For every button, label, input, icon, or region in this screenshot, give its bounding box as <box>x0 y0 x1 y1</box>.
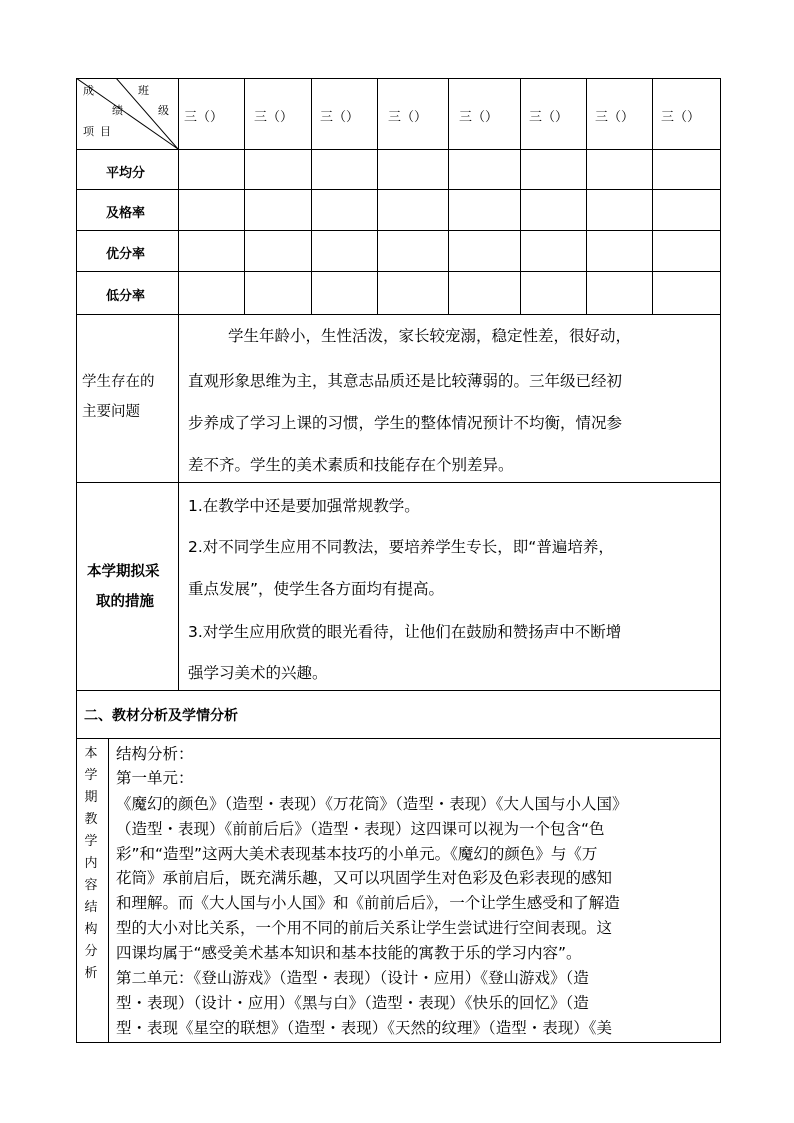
class-header: 三（） <box>320 110 360 125</box>
row-divider <box>76 189 721 190</box>
table-right-border <box>720 78 721 1043</box>
content-line: 第二单元：《登山游戏》（造型・表现）（设计・应用）《登山游戏》（造 <box>116 969 589 987</box>
row-divider <box>76 738 721 739</box>
vertical-label-divider <box>108 738 109 1043</box>
content-line: 《魔幻的颜色》（造型・表现）《万花筒》（造型・表现）《大人国与小人国》 <box>116 795 628 813</box>
measures-label-line2: 取的措施 <box>96 594 154 610</box>
class-column-divider <box>244 78 245 314</box>
problems-text-line: 步养成了学习上课的习惯，学生的整体情况预计不均衡，情况参 <box>188 414 623 432</box>
vertical-label-char: 内 <box>84 856 98 871</box>
row-divider <box>76 690 721 691</box>
measures-text-line: 3.对学生应用欣赏的眼光看待，让他们在鼓励和赞扬声中不断增 <box>188 623 622 641</box>
corner-label-cheng: 成 <box>83 84 94 97</box>
vertical-label-char: 结 <box>84 900 98 915</box>
measures-text-line: 强学习美术的兴趣。 <box>188 664 328 682</box>
vertical-label-char: 学 <box>84 834 98 849</box>
vertical-label-char: 教 <box>84 812 98 827</box>
corner-label-mu: 目 <box>100 125 111 138</box>
corner-label-ji2: 级 <box>158 104 169 117</box>
content-line: 型・表现）（设计・应用）《黑与白》（造型・表现）《快乐的回忆》（造 <box>116 994 589 1012</box>
problems-text-line: 直观形象思维为主，其意志品质还是比较薄弱的。三年级已经初 <box>188 372 623 390</box>
row-divider <box>76 271 721 272</box>
measures-text-line: 2.对不同学生应用不同教法，要培养学生专长，即“普遍培养， <box>188 538 614 556</box>
vertical-label-char: 分 <box>84 944 98 959</box>
class-header: 三（） <box>459 110 499 125</box>
class-header: 三（） <box>184 110 224 125</box>
class-header: 三（） <box>254 110 294 125</box>
class-header: 三（） <box>529 110 569 125</box>
class-column-divider <box>520 78 521 314</box>
content-line: 结构分析： <box>116 745 194 763</box>
row-divider <box>76 314 721 315</box>
row-divider <box>76 230 721 231</box>
measures-label-line1: 本学期拟采 <box>87 564 160 580</box>
vertical-label-char: 期 <box>84 790 98 805</box>
vertical-label-char: 构 <box>84 922 98 937</box>
table-left-border <box>76 78 77 1043</box>
corner-label-xiang: 项 <box>83 125 94 138</box>
content-line: 型・表现《星空的联想》（造型・表现）《天然的纹理》（造型・表现）《美 <box>116 1019 613 1037</box>
row-label-pass-rate: 及格率 <box>106 206 146 221</box>
vertical-label-char: 学 <box>84 768 98 783</box>
label-column-divider <box>178 78 179 690</box>
corner-label-ban: 班 <box>138 84 149 97</box>
measures-text-line: 重点发展”，使学生各方面均有提高。 <box>188 580 445 598</box>
content-line: （造型・表现）《前前后后》（造型・表现）这四课可以视为一个包含“色 <box>116 820 605 838</box>
row-divider <box>76 482 721 483</box>
table-bottom-border <box>76 1042 721 1043</box>
measures-text-line: 1.在教学中还是要加强常规教学。 <box>188 497 420 515</box>
content-line: 型的大小对比关系，一个用不同的前后关系让学生尝试进行空间表现。这 <box>116 919 613 937</box>
problems-text-line: 学生年龄小，生性活泼，家长较宠溺，稳定性差，很好动， <box>228 327 632 345</box>
class-column-divider <box>311 78 312 314</box>
row-label-low-rate: 低分率 <box>106 289 146 304</box>
class-column-divider <box>448 78 449 314</box>
content-line: 四课均属于“感受美术基本知识和基本技能的寓教于乐的学习内容”。 <box>116 944 582 962</box>
class-header: 三（） <box>661 110 701 125</box>
problems-label-line2: 主要问题 <box>82 404 140 420</box>
row-label-excellent-rate: 优分率 <box>106 247 146 262</box>
row-label-average: 平均分 <box>106 166 146 181</box>
content-line: 花筒》承前启后，既充满乐趣，又可以巩固学生对色彩及色彩表现的感知 <box>116 869 613 887</box>
section-2-title: 二、教材分析及学情分析 <box>84 708 238 724</box>
vertical-label-char: 容 <box>84 878 98 893</box>
content-line: 和理解。而《大人国与小人国》和《前前后后》，一个让学生感受和了解造 <box>116 894 620 912</box>
vertical-label-char: 本 <box>84 746 98 761</box>
class-column-divider <box>652 78 653 314</box>
content-line: 彩”和“造型”这两大美术表现基本技巧的小单元。《魔幻的颜色》与《万 <box>116 845 598 863</box>
class-column-divider <box>586 78 587 314</box>
vertical-label-char: 析 <box>84 966 98 981</box>
content-line: 第一单元： <box>116 769 194 787</box>
problems-text-line: 差不齐。学生的美术素质和技能存在个别差异。 <box>188 456 514 474</box>
class-header: 三（） <box>388 110 428 125</box>
corner-label-ji: 绩 <box>112 104 123 117</box>
class-column-divider <box>377 78 378 314</box>
class-header: 三（） <box>595 110 635 125</box>
problems-label-line1: 学生存在的 <box>82 374 155 390</box>
